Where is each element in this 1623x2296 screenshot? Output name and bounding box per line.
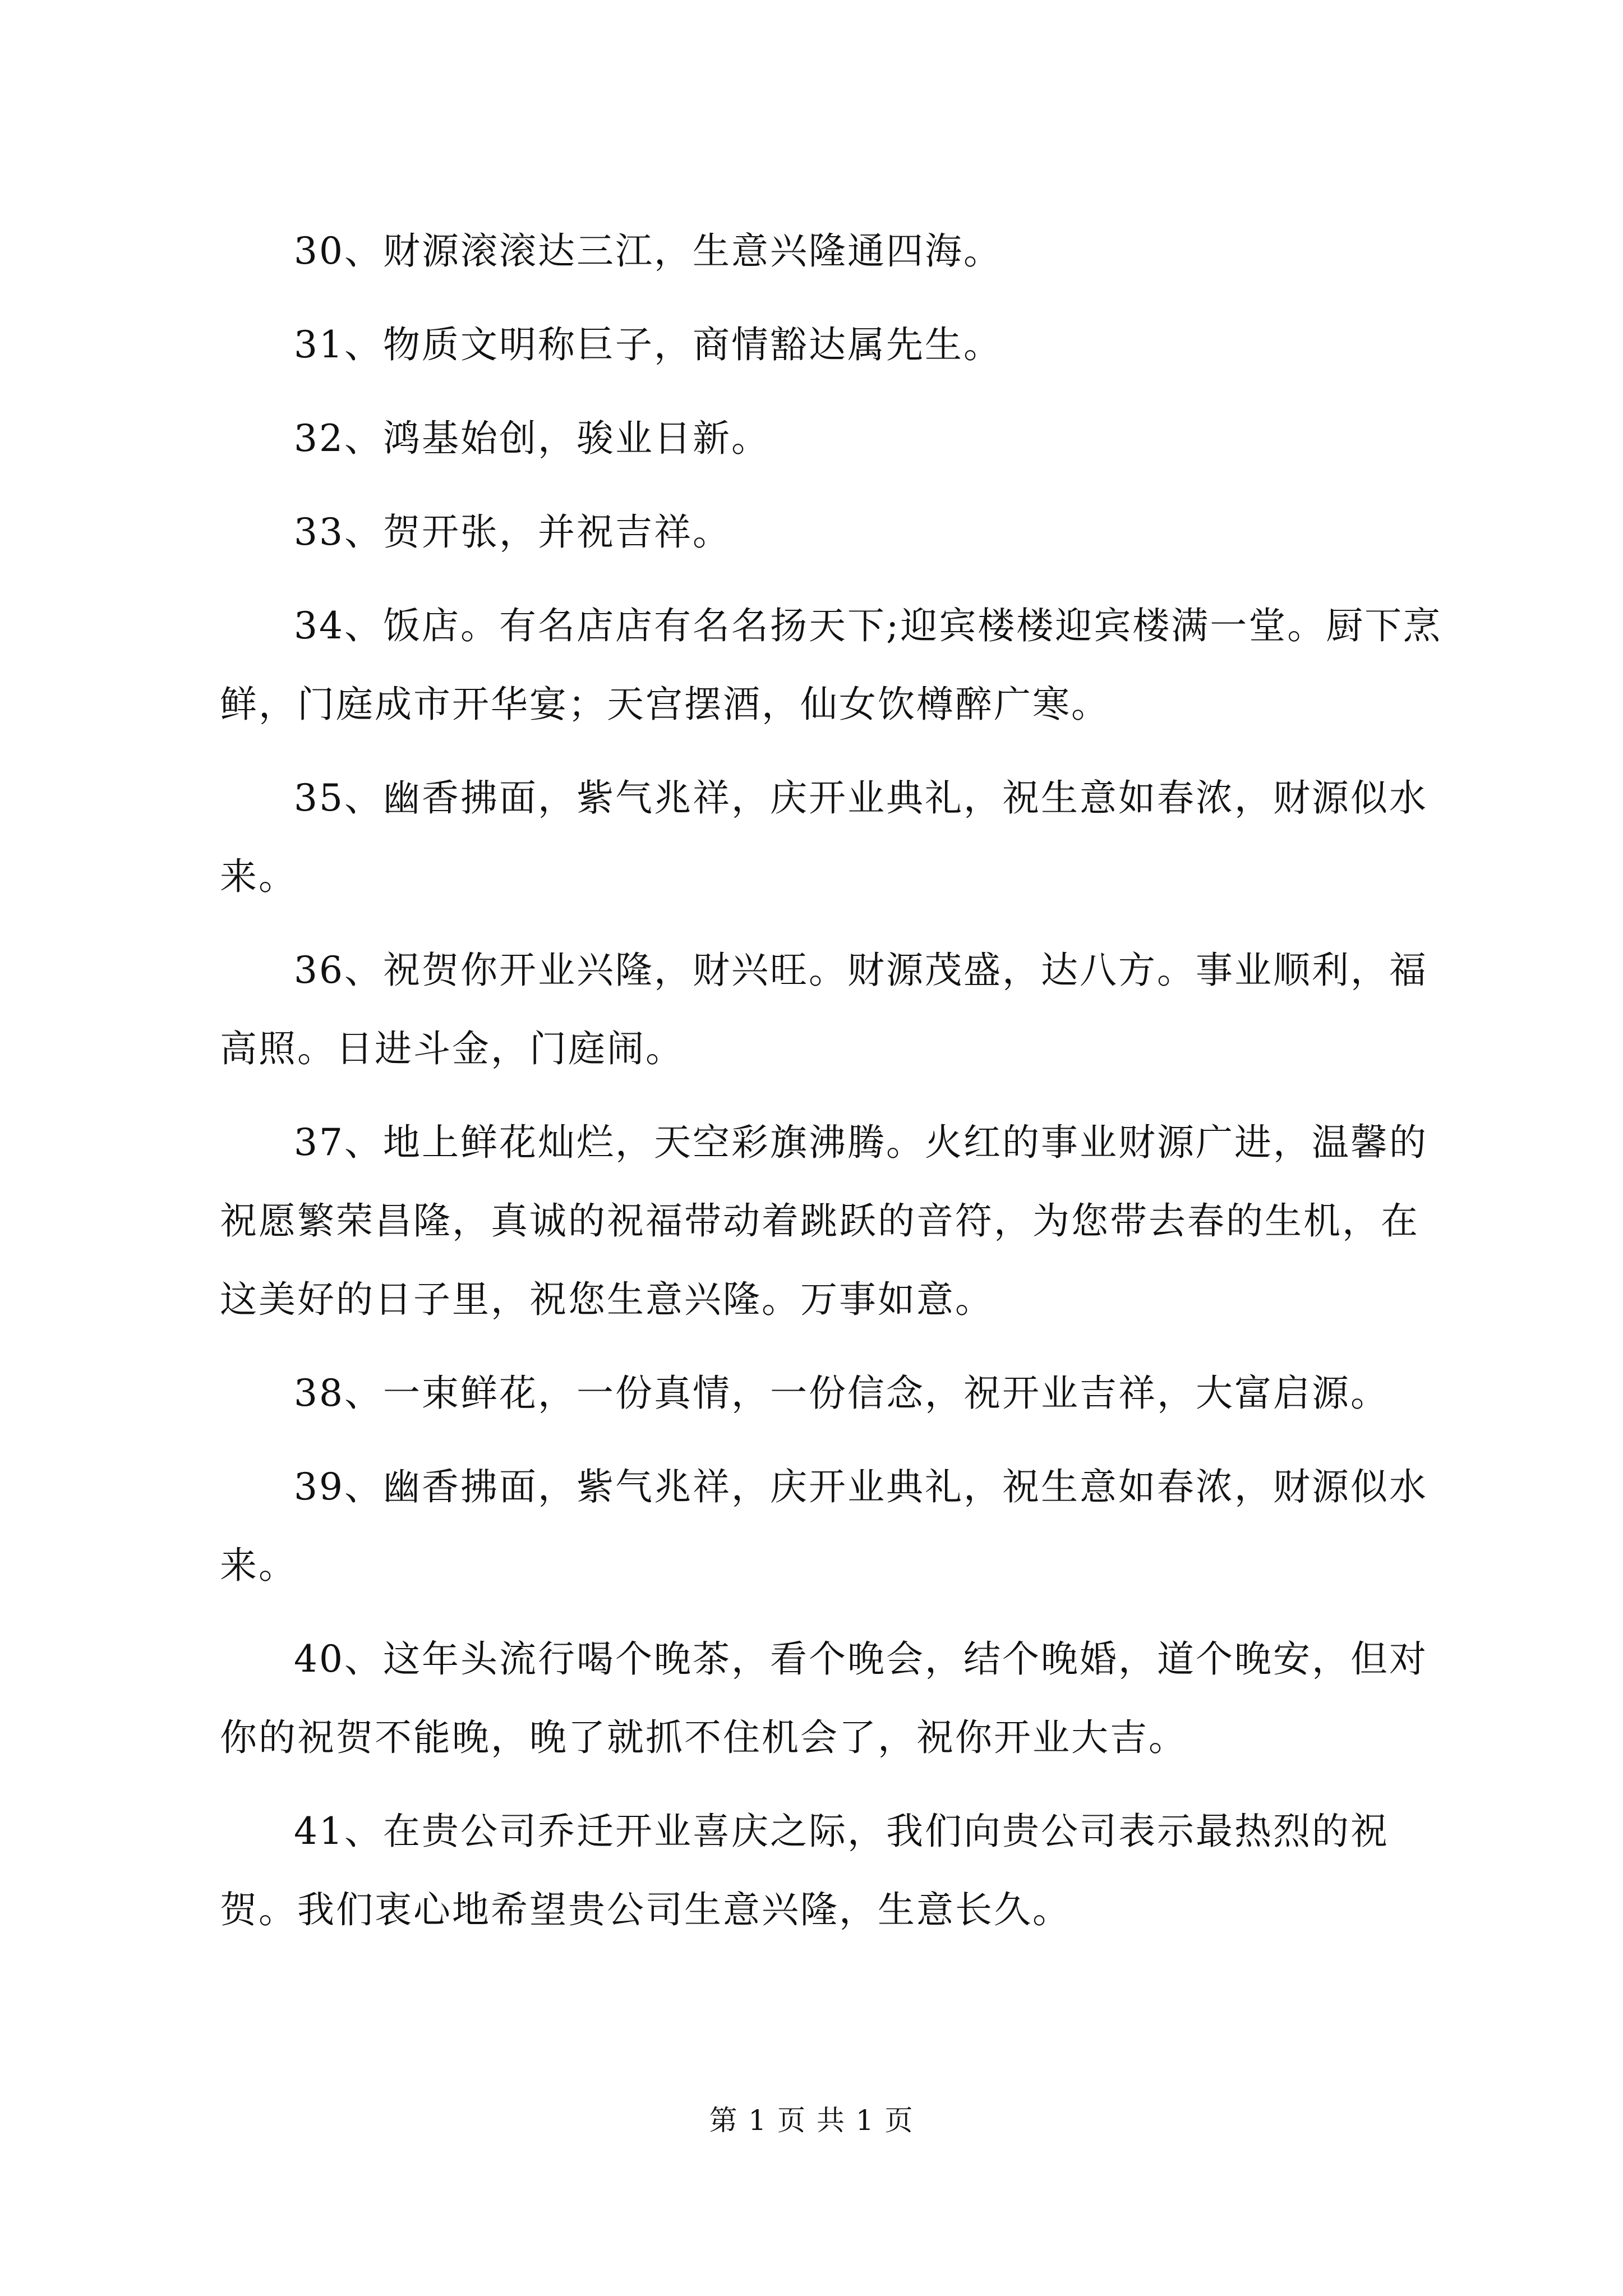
- paragraph-41: 41、在贵公司乔迁开业喜庆之际，我们向贵公司表示最热烈的祝贺。我们衷心地希望贵公司生意兴隆，生意长久。: [220, 1810, 1389, 1931]
- page-footer: [0, 2101, 1623, 2140]
- paragraph-39: 39、幽香拂面，紫气兆祥，庆开业典礼，祝生意如春浓，财源似水来。: [220, 1465, 1428, 1587]
- paragraph-30: 30、财源滚滚达三江，生意兴隆通四海。: [294, 229, 1002, 273]
- paragraph-34: 34、饭店。有名店店有名名扬天下;迎宾楼楼迎宾楼满一堂。厨下烹鲜，门庭成市开华宴；天宫摆酒，仙女饮樽醉广寒。: [220, 604, 1442, 726]
- paragraph-35: 35、幽香拂面，紫气兆祥，庆开业典礼，祝生意如春浓，财源似水来。: [220, 776, 1428, 898]
- paragraph-38: 38、一束鲜花，一份真情，一份信念，祝开业吉祥，大富启源。: [294, 1372, 1389, 1415]
- paragraph-37: 37、地上鲜花灿烂，天空彩旗沸腾。火红的事业财源广进，温馨的祝愿繁荣昌隆，真诚的祝福带动着跳跃的音符，为您带去春的生机，在这美好的日子里，祝您生意兴隆。万事如意。: [220, 1121, 1428, 1321]
- paragraph-36: 36、祝贺你开业兴隆，财兴旺。财源茂盛，达八方。事业顺利，福高照。日进斗金，门庭闹。: [220, 949, 1428, 1070]
- paragraph-31: 31、物质文明称巨子，商情豁达属先生。: [294, 323, 1002, 366]
- page-number-label: 第 1 页 共 1 页: [709, 2104, 914, 2137]
- paragraph-32: 32、鸿基始创，骏业日新。: [294, 417, 770, 460]
- paragraph-33: 33、贺开张，并祝吉祥。: [294, 510, 731, 554]
- paragraph-40: 40、这年头流行喝个晚茶，看个晚会，结个晚婚，道个晚安，但对你的祝贺不能晚，晚了就抓不住机会了，祝你开业大吉。: [220, 1637, 1428, 1759]
- document-body: [220, 212, 1454, 1964]
